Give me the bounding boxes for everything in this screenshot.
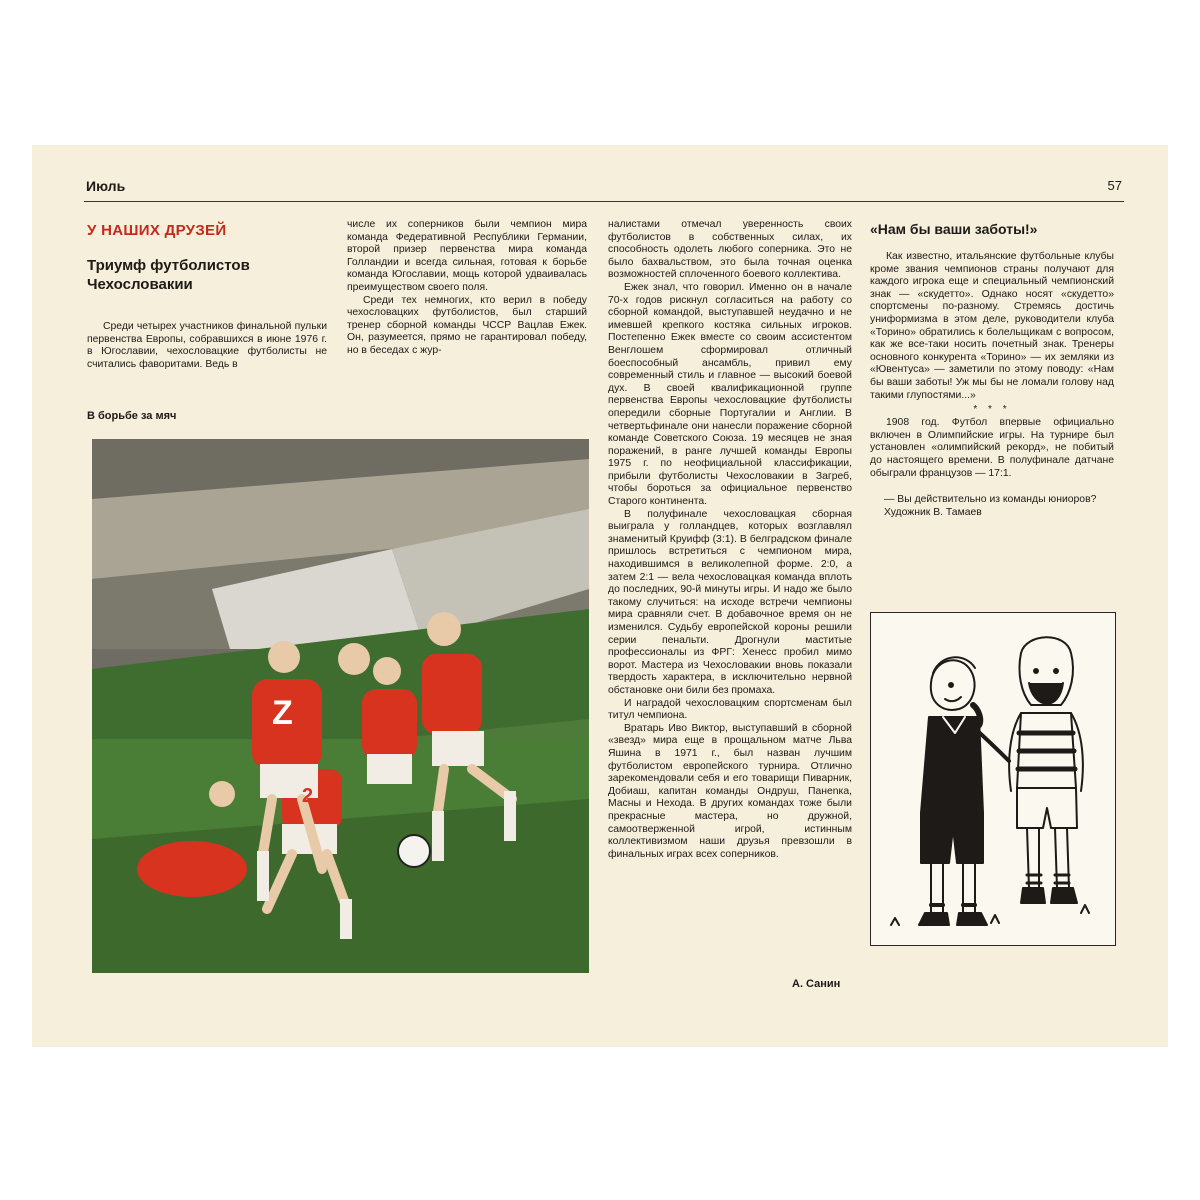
cartoon-caption: — Вы действительно из команды юниоров? — [884, 494, 1097, 506]
section-separator: * * * — [973, 404, 1011, 416]
header-rule — [84, 201, 1124, 202]
col2-paragraph-2: Среди тех немногих, кто верил в победу чехословацких футболистов, был старший тренер сборной команды ЧССР Вацлав Ежек. Он, разумеется, прямо не гарантировал победу, но в беседах с жур- — [347, 294, 587, 356]
photo-caption: В борьбе за мяч — [87, 410, 177, 422]
sidebar-title: «Нам бы ваши заботы!» — [870, 221, 1038, 237]
article-column-1 — [87, 321, 327, 371]
col2-paragraph-1: числе их соперников были чемпион мира команда Федеративной Республики Германии, второй призер первенства мира команда Голландии и всегда сильная, готовая к борьбе команда Югославии, мощь которой удваивалась преимуществом своего поля. — [347, 219, 587, 293]
col3-paragraph-1: налистами отмечал уверенность своих футболистов в собственных силах, их способность одолеть любого соперника. Это не было бахвальством, это была точная оценка возможностей сплоченного боевого коллектива. — [608, 219, 852, 281]
cartoon-artist-credit: Художник В. Тамаев — [884, 506, 982, 518]
page-number: 57 — [1107, 178, 1122, 193]
col3-paragraph-4: И наградой чехословацким спортсменам был титул чемпиона. — [608, 697, 852, 722]
sidebar-column — [870, 219, 1114, 519]
magazine-page — [32, 145, 1168, 1047]
col3-paragraph-2: Ежек знал, что говорил. Именно он в начале 70-х годов рискнул согласиться на работу со сборной командой, выступавшей неудачно и не имевшей крепкого костяка сильных игроков. Постепенно Ежек вместе со своим ассистентом Венглошем сформировал отличный боеспособный ансамбль, привил ему современный стиль и главное — высокий боевой дух. В своей квалификационной группе первенства Европы чехословацкие футболисты опередили сборные Португалии и Англии. В четвертьфинале они нанесли поражение сборной команде Советского Союза. 19 месяцев не зная поражений, в ранге лучшей команды Европы 1975 г. по неофициальной классификации, прибыли футболисты Чехословакии в Загреб, чтобы бороться за официальное первенство Старого континента. — [608, 281, 852, 508]
article-title: Триумф футболистов Чехословакии — [87, 257, 250, 293]
svg-text:Z: Z — [272, 694, 293, 732]
col3-paragraph-5: Вратарь Иво Виктор, выступавший в сборной «звезд» мира еще в прощальном матче Льва Яшина в 1971 г., был назван лучшим футболистом европейского турнира. Отлично зарекомендовали себя и его товарищи Пиварник, Добиаш, капитан команды Ондруш, Панenка, Масны и Нехода. В других командах тоже были прекрасные мастера, но дружной, самоотверженной игрой, истинным коллективизмом наши друзья превзошли в финальных играх всех соперников. — [608, 722, 852, 860]
article-column-3 — [608, 219, 852, 861]
article-column-2 — [347, 219, 587, 358]
sidebar-paragraph-1: Как известно, итальянские футбольные клубы кроме звания чемпионов страны получают для каждого игрока еще и специальный чемпионский знак — «скудетто». Однако носят «скудетто» спортсмены по-разному. Стремясь достичь униформизма в этом деле, руководители клуба «Торино» обратились к болельщикам с вопросом, как же все-таки носить почетный знак. Тренеры основного конкурента «Торино» — их земляки из «Ювентуса» — заметили по этому поводу: «Нам бы ваши заботы! Уж мы бы не ломали голову над такими глупостями...» — [870, 251, 1114, 401]
cartoon-illustration — [870, 612, 1116, 946]
col3-paragraph-3: В полуфинале чехословацкая сборная выиграла у голландцев, которых возглавлял знаменитый Круифф (3:1). В белградском финале пришлось встретиться с чемпионом мира, находившимся в великолепной форме. 2:0, а затем 2:1 — вела чехословацкая команда вплоть до последних, 90-й минуты игры. И надо же было такому случиться: на исходе встречи чемпионы мира сравняли счет. В добавочное время он не изменился. Судьбу европейской короны решили серии пенальти. Дрогнули маститые профессионалы из ФРГ: Хенесс пробил мимо ворот. Мастера из Чехословакии вновь показали твердость характера, в исключительно нервной обстановке они били без промаха. — [608, 508, 852, 696]
svg-text:2: 2 — [302, 785, 314, 807]
sidebar-paragraph-2: 1908 год. Футбол впервые официально включен в Олимпийские игры. На турнире был установлен «олимпийский рекорд», не побитый до настоящего времени. В полуфинале датчане обыграли французов — 17:1. — [870, 417, 1114, 479]
section-rubric: У НАШИХ ДРУЗЕЙ — [87, 222, 227, 239]
article-lead: Среди четырех участников финальной пульки первенства Европы, собравшихся в июне 1976 г. в Югославии, чехословацкие футболисты не считались фаворитами. Ведь в — [87, 321, 327, 370]
football-match-photo — [92, 439, 589, 973]
article-author: А. Санин — [792, 978, 841, 990]
running-head-month: Июль — [86, 178, 126, 194]
